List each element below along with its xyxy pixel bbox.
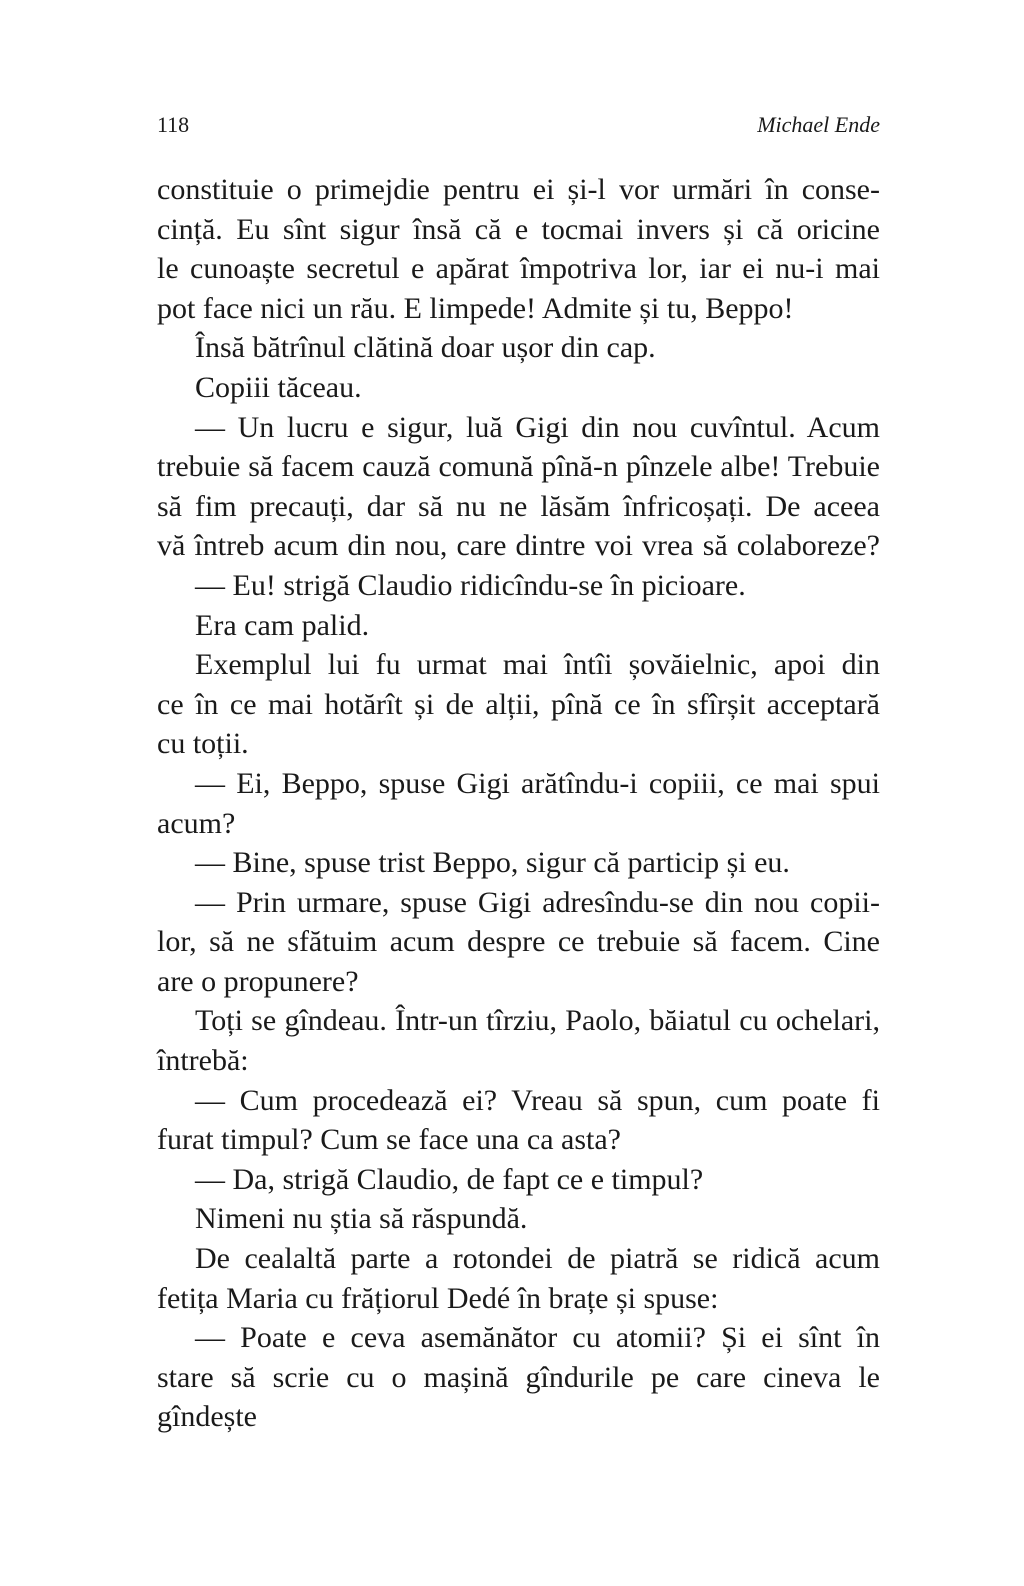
text-line: fetița Maria cu frățiorul Dedé în brațe și spuse: xyxy=(157,1281,719,1315)
text-line: ce în ce mai hotărît și de alții, pînă ce în sfîrșit acceptară xyxy=(157,687,880,721)
text-line: acum? xyxy=(157,806,236,840)
text-line: — Un lucru e sigur, luă Gigi din nou cuvîntul. Acum xyxy=(195,410,880,444)
text-line: — Ei, Beppo, spuse Gigi arătîndu-i copiii, ce mai spui xyxy=(195,766,880,800)
text-line: — Cum procedează ei? Vreau să spun, cum poate fi xyxy=(195,1083,880,1117)
body-text xyxy=(157,170,880,1434)
text-line: cu toții. xyxy=(157,727,249,761)
page-number: 118 xyxy=(157,112,190,137)
text-line: De cealaltă parte a rotondei de piatră se ridică acum xyxy=(195,1242,880,1276)
text-line: vă întreb acum din nou, care dintre voi vrea să colaboreze? xyxy=(157,529,880,563)
text-line: le cunoaște secretul e apărat împotriva lor, iar ei nu-i mai xyxy=(157,252,880,286)
text-line: — Bine, spuse trist Beppo, sigur că particip și eu. xyxy=(195,846,790,880)
text-line: Exemplul lui fu urmat mai întîi șovăielnic, apoi din xyxy=(195,648,880,682)
text-line: — Eu! strigă Claudio ridicîndu-se în picioare. xyxy=(195,568,746,602)
text-line: are o propunere? xyxy=(157,964,359,998)
text-line: Însă bătrînul clătină doar ușor din cap. xyxy=(195,331,656,365)
text-line: să fim precauți, dar să nu ne lăsăm înfricoșați. De aceea xyxy=(157,489,880,523)
text-line: lor, să ne sfătuim acum despre ce trebuie să facem. Cine xyxy=(157,925,880,959)
text-line: Toți se gîndeau. Într-un tîrziu, Paolo, băiatul cu ochelari, xyxy=(195,1004,880,1038)
text-line: constituie o primejdie pentru ei și-l vor urmări în conse- xyxy=(157,173,880,206)
running-author: Michael Ende xyxy=(757,112,880,137)
text-line: Copiii tăceau. xyxy=(195,370,362,404)
text-line: întrebă: xyxy=(157,1044,249,1078)
text-line: pot face nici un rău. E limpede! Admite și tu, Beppo! xyxy=(157,291,794,325)
text-line: — Prin urmare, spuse Gigi adresîndu-se din nou copii- xyxy=(195,885,880,919)
text-line: cință. Eu sînt sigur însă că e tocmai invers și că oricine xyxy=(157,212,880,246)
text-line: Nimeni nu știa să răspundă. xyxy=(195,1202,528,1236)
text-line: stare să scrie cu o mașină gîndurile pe care cineva le gîndește xyxy=(157,1360,880,1434)
text-line: furat timpul? Cum se face una ca asta? xyxy=(157,1123,621,1157)
running-header xyxy=(157,112,880,148)
text-line: trebuie să facem cauză comună pînă-n pînzele albe! Trebuie xyxy=(157,450,880,484)
text-line: — Poate e ceva asemănător cu atomii? Și ei sînt în xyxy=(195,1321,880,1355)
text-line: — Da, strigă Claudio, de fapt ce e timpul? xyxy=(195,1162,704,1196)
text-line: Era cam palid. xyxy=(195,608,370,642)
